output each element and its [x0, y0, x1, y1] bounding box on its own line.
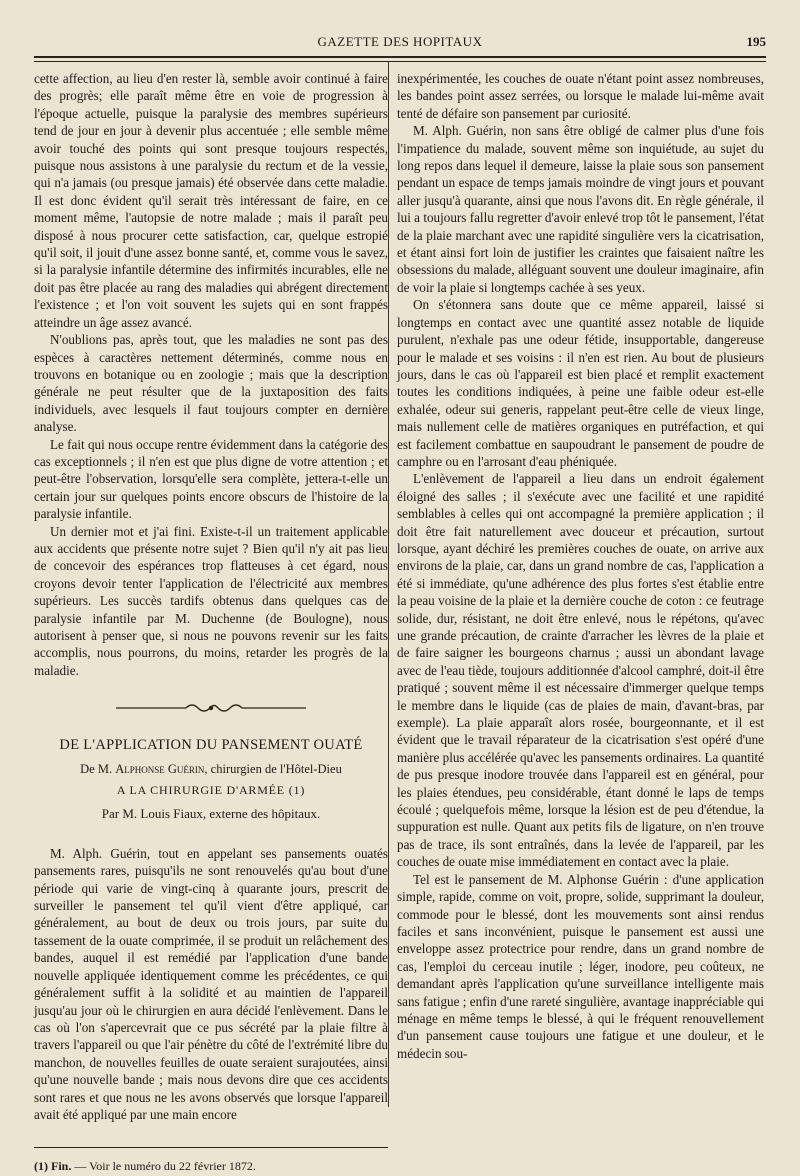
- article-subject-line: A LA CHIRURGIE D'ARMÉE (1): [116, 783, 306, 798]
- paragraph: N'oublions pas, après tout, que les maladies ne sont pas des espèces à caractères nettement déterminés, comme nous en trouvons en botanique ou en zoologie ; mais que la description générale ne peut résulter que de la juxtaposition des faits individuels, avec lesquels il faut toujours compter en dernière analyse.: [34, 332, 388, 435]
- paragraph: Le fait qui nous occupe rentre évidemment dans la catégorie des cas exceptionnels ; il n'en est que plus digne de votre attention ; et peut-être l'observation, lorsqu'elle sera complète, jettera-t-elle un certain jour sur quelques points encore obscurs de l'histoire de la paralysie infantile.: [34, 436, 388, 522]
- subtitle-name: Alphonse Guérin: [115, 761, 205, 776]
- paragraph: inexpérimentée, les couches de ouate n'étant point assez nombreuses, les bandes point assez serrées, ou lorsque le malade lui-même avait tenté de défaire son pansement par curiosité.: [397, 71, 764, 121]
- article-author: Par M. Louis Fiaux, externe des hôpitaux.: [101, 806, 321, 822]
- footnote-marker: (1) Fin.: [34, 1159, 72, 1174]
- page-number: 195: [746, 34, 766, 49]
- footnote: [34, 1158, 388, 1175]
- paragraph: On s'étonnera sans doute que ce même appareil, laissé si longtemps en contact avec une quantité assez notable de liquide purulent, n'exhale pas une odeur fétide, insupportable, dangereuse pour le malade et ses voisins : il n'en est rien. Au bout de plusieurs jours, dans le cas où l'appareil est bien placé et remplit exactement toutes les conditions indiquées, à peine une faible odeur est-elle exhalée, odeur sui generis, rappelant peut-être celle de vieux linge, mais nullement celle de matières organiques en putréfaction, et qui est facilement combattue en saupoudrant le pansement de poudre de camphre ou en l'arrosant d'eau phéniquée.: [397, 297, 764, 469]
- subtitle-suffix: , chirurgien de l'Hôtel-Dieu: [204, 761, 342, 776]
- header-rule-top: [34, 56, 766, 58]
- ornament-divider-icon: [116, 701, 306, 715]
- article-subtitle: [34, 761, 388, 778]
- paragraph: cette affection, au lieu d'en rester là, semble avoir continué à faire des progrès; elle paraît même être en voie de progression à l'époque actuelle, puisque la paralysie des membres supérieurs tend de jour en jour à devenir plus accentuée ; elle semble même avoir touché des points qui sont presque toujours respectés, puisque nous assistons à une paralysie du rectum et de la vessie, qui n'a jamais (ou presque jamais) été observée dans cette maladie. Il est donc évident qu'il serait très intéressant de faire, en ce moment même, l'autopsie de notre malade ; mais il paraît peu disposé à nous procurer cette satisfaction, car, quelque estropié qu'il soit, il jouit d'une assez bonne santé, et, comme vous le savez, si la paralysie infantile détermine des infirmités incurables, elle ne doit pas être placée au rang des maladies qui abrégent directement l'existence ; et l'on voit souvent les sujets qui en sont frappés atteindre un âge assez avancé.: [34, 71, 388, 330]
- paragraph: M. Alph. Guérin, tout en appelant ses pansements ouatés pansements rares, puisqu'ils ne sont renouvelés qu'au bout d'une période qui varie de vingt-cinq à quarante jours, prescrit de surveiller le pansement tel qu'il vient d'être appliqué, car généralement, au bout de deux ou trois jours, par suite du tassement de la ouate comprimée, il se produit un relâchement des bandes, auquel il est remédié par l'application d'une bande nouvelle appliquée identiquement comme les précédentes, ce qui généralement suffit à la solidité et au maintien de l'appareil jusqu'au jour où le chirurgien en aura décidé l'enlèvement. Dans le cas où l'on s'apercevrait que ce pus sécrété par la plaie filtre à travers l'appareil ou que l'air pénètre du côté de l'extrémité libre du manchon, de nouvelles feuilles de ouate seraient surajoutées, ainsi qu'une nouvelle bande ; mais nous devons dire que ces accidents sont rares et que nous ne les avons observés que lorsque l'appareil avait été appliqué par une main encore: [34, 845, 388, 1122]
- paragraph: M. Alph. Guérin, non sans être obligé de calmer plus d'une fois l'impatience du malade, souvent même son inquiétude, au sujet du long repos dans lequel il demeure, laisse la plaie sous son pansement pendant un espace de temps jamais moindre de vingt jours et pouvant aller jusqu'à quarante, ainsi que nous l'avons dit. En règle générale, il lui a toujours fallu regretter d'avoir enlevé trop tôt le pansement, l'état de la plaie marchant avec une rapidité singulière vers la cicatrisation, et étant ainsi fort loin de justifier les craintes que faisaient naître les obsessions du malade, alléguant souvent une douleur imaginaire, afin de voir la plaie si longtemps cachée à ses yeux.: [397, 123, 764, 295]
- column-divider: [388, 62, 389, 1107]
- article-title: DE L'APPLICATION DU PANSEMENT OUATÉ: [59, 737, 363, 754]
- paragraph: Tel est le pansement de M. Alphonse Guérin : d'une application simple, rapide, comme on voit, propre, solide, supprimant la douleur, commode pour le blessé, dont les mouvements sont ainsi rendus faciles et sans inconvénient, puisque le pansement est aussi une enveloppe assez protectrice pour rendre, dans un grand nombre de cas, l'emploi du cerceau inutile ; léger, inodore, peu coûteux, ne demandant après l'application qu'une surveillance intelligente mais sans fatigue ; enfin d'une rareté singulière, avantage inappréciable qui ménage en même temps le blessé, à qui le fréquent renouvellement d'un pansement cause toujours une fatigue et une douleur, et le médecin sou-: [397, 871, 764, 1061]
- right-column: [397, 70, 764, 1062]
- footnote-rule: [34, 1147, 388, 1148]
- header-rule-bottom: [34, 61, 766, 62]
- paragraph: Un dernier mot et j'ai fini. Existe-t-il un traitement applicable aux accidents que présente notre sujet ? Bien qu'il n'y ait pas lieu de concevoir des espérances trop flatteuses à cet égard, nous croyons devoir tenter l'application de l'électricité aux membres supérieurs. Les succès tardifs obtenus dans quelques cas de paralysie infantile par M. Duchenne (de Boulogne), nous autorisent à penser que, si nous ne pouvons revenir sur les faits accomplis, nous pourrons, du moins, retarder les progrès de la maladie.: [34, 523, 388, 678]
- left-column: [34, 70, 388, 1176]
- subtitle-prefix: De M.: [80, 761, 113, 776]
- paragraph: L'enlèvement de l'appareil a lieu dans un endroit également éloigné des salles ; il s'exécute avec une facilité et une rapidité semblables à celles qui ont accompagné la première application ; il doit être fait naturellement avec douceur et précaution, surtout lorsque, ayant déchiré les premières couches de ouate, on arrive aux environs de la plaie, car, dans un grand nombre de cas, l'application a été si immédiate, qu'une adhérence des plus fortes s'est établie entre la peau voisine de la plaie et la dernière couche de coton : ce feutrage solide, dur, résistant, ne doit être enlevé, nous le répétons, qu'avec une grande précaution, de crainte d'arracher les lèvres de la plaie et de faire saigner les bourgeons charnus ; aussi un abondant lavage avec de l'eau tiède, toujours additionnée d'alcool camphré, doit-il être pratiqué ; souvent même il est nécessaire d'immerger quelque temps le membre dans le liquide (cas de plaies de main, d'avant-bras, par exemple). La plaie apparaît alors rosée, bourgeonnante, et il est évident que le travail réparateur de la cicatrisation s'est opéré d'une manière plus accélérée qu'avec les pansements ordinaires. La quantité de pus presque inodore trouvée dans l'appareil est en général, pour les plaies étendues, peu considérable, étant donné le laps de temps écoulé ; quelquefois même, lorsque la lésion est de peu d'étendue, la suppuration est nulle. Quant aux petits fils de ligature, on n'en trouve pas de trace, ils sont entraînés, dans la levée de l'appareil, par les couches de ouate mise immédiatement en contact avec la plaie.: [397, 471, 764, 870]
- running-title: GAZETTE DES HOPITAUX: [317, 34, 483, 49]
- page-header: [30, 28, 770, 58]
- footnote-text: — Voir le numéro du 22 février 1872.: [71, 1159, 256, 1174]
